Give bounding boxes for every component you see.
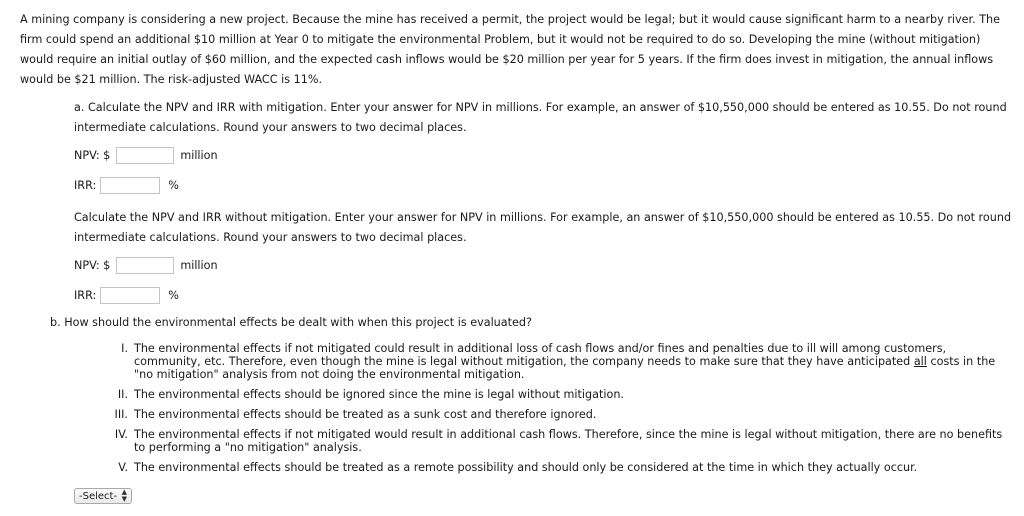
option-number: I. [121,342,128,355]
option-text: The environmental effects if not mitigated could result in additional loss of cash flows and/or fines and penalties due to ill will among customers, community, etc. Therefore, even though the mine is legal without mitigation, the company needs to make sure that they have anticipated all costs in the "no mitigation" analysis from not doing the environmental mitigation. [134,342,996,381]
irr-with-mitigation-input[interactable] [100,177,160,194]
part-a-prompt-without-mitigation: Calculate the NPV and IRR without mitigation. Enter your answer for NPV in millions. For example, an answer of $10,550,000 should be entered as 10.55. Do not round intermediate calculations. Round your answers to two decimal places. [74,211,1012,244]
answer-select-dropdown[interactable] [74,488,132,504]
select-value: -Select- [79,490,118,502]
npv-with-mitigation-row [74,147,218,164]
option-number: V. [118,461,128,474]
option-ii [104,388,1004,401]
irr-unit: % [168,179,179,192]
option-iii [104,408,1004,421]
option-iv [104,428,1004,454]
problem-statement: A mining company is considering a new project. Because the mine has received a permit, the project would be legal; but it would cause significant harm to a nearby river. The firm could spend an additional $10 million at Year 0 to mitigate the environmental Problem, but it would not be required to do so. Developing the mine (without mitigation) would require an initial outlay of $60 million, and the expected cash inflows would be $20 million per year for 5 years. If the firm does invest in mitigation, the annual inflows would be $21 million. The risk-adjusted WACC is 11%. [20,13,1001,86]
npv-with-mitigation-input[interactable] [116,147,174,164]
npv2-unit: million [180,259,218,272]
option-number: III. [114,408,128,421]
irr-label: IRR: [74,179,97,192]
irr-with-mitigation-row [74,177,179,194]
option-text: The environmental effects should be treated as a remote possibility and should only be considered at the time in which they actually occur. [134,461,918,474]
npv-without-mitigation-row [74,257,218,274]
option-i [104,342,1004,381]
npv-without-mitigation-input[interactable] [116,257,174,274]
npv2-label: NPV: $ [74,259,111,272]
chevron-updown-icon: ▲ ▼ [121,488,127,503]
npv-unit: million [180,149,218,162]
part-a-prompt: a. Calculate the NPV and IRR with mitigation. Enter your answer for NPV in millions. For example, an answer of $10,550,000 should be entered as 10.55. Do not round intermediate calculations. Round your answers to two decimal places. [74,101,1007,134]
option-number: IV. [114,428,128,441]
npv-label: NPV: $ [74,149,111,162]
option-number: II. [117,388,128,401]
irr2-label: IRR: [74,289,97,302]
emphasis-all: all [913,355,927,368]
irr2-unit: % [168,289,179,302]
option-text: The environmental effects should be ignored since the mine is legal without mitigation. [134,388,624,401]
option-text: The environmental effects if not mitigated would result in additional cash flows. Therefore, since the mine is legal without mitigation, there are no benefits to performing a "no mitigation" analysis. [134,428,1003,454]
irr-without-mitigation-row [74,287,179,304]
part-b-prompt: b. How should the environmental effects be dealt with when this project is evaluated? [50,316,532,329]
option-text: The environmental effects should be treated as a sunk cost and therefore ignored. [134,408,597,421]
option-v [104,461,1004,474]
irr-without-mitigation-input[interactable] [100,287,160,304]
